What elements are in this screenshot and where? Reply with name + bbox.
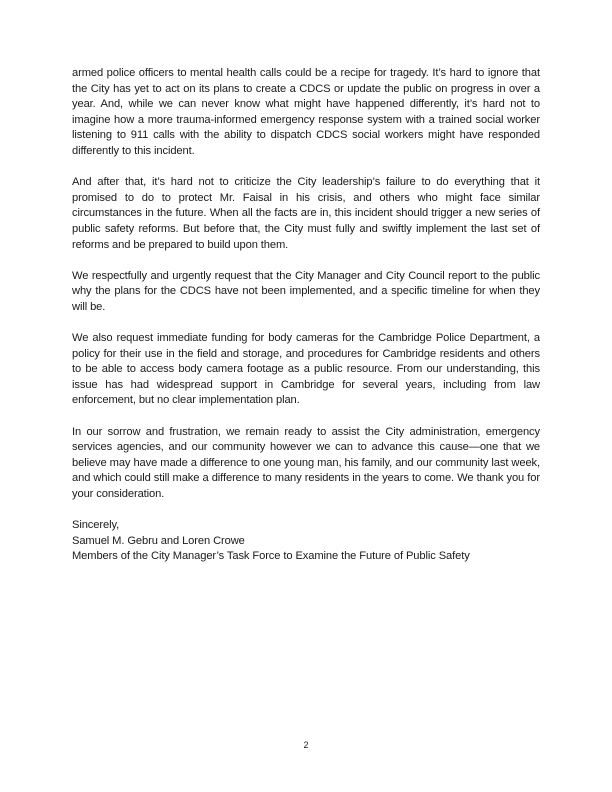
closing-salutation: Sincerely,	[72, 519, 120, 532]
paragraph-cdcs-delay: armed police officers to mental health calls could be a recipe for tragedy. It’s hard to ignore that the City has yet to act on its plans to create a CDCS or update the public on progress in over a year. And, while we can never know what might have happened differently, it’s hard not to imagine how a more trauma-informed emergency response system with a trained social worker listening to 911 calls with the ability to dispatch CDCS social workers might have responded differently to this incident.	[72, 67, 540, 157]
paragraph-report-request: We respectfully and urgently request that the City Manager and City Council report to the public why the plans for the CDCS have not been implemented, and a specific timeline for when they will be.	[72, 269, 540, 313]
signature-block	[72, 518, 540, 565]
paragraph-body-cameras: We also request immediate funding for body cameras for the Cambridge Police Department, a policy for their use in the field and storage, and procedures for Cambridge residents and others to be able to access body camera footage as a public resource. From our understanding, this issue has had widespread support in Cambridge for several years, including from law enforcement, but no clear implementation plan.	[72, 332, 540, 407]
signer-names: Samuel M. Gebru and Loren Crowe	[72, 534, 245, 547]
page-number: 2	[303, 740, 309, 750]
signer-title: Members of the City Manager’s Task Force to Examine the Future of Public Safety	[72, 550, 470, 563]
letter-body	[72, 66, 540, 565]
paragraph-closing-statement: In our sorrow and frustration, we remain ready to assist the City administration, emergency services agencies, and our community however we can to advance this cause—one that we believe may have made a difference to one young man, his family, and our community last week, and which could still make a difference to many residents in the years to come. We thank you for your consideration.	[72, 425, 540, 501]
paragraph-leadership-failure: And after that, it’s hard not to criticize the City leadership’s failure to do everything that it promised to do to protect Mr. Faisal in his crisis, and others who might face similar circumstances in the future. When all the facts are in, this incident should trigger a new series of public safety reforms. But before that, the City must fully and swiftly implement the last set of reforms and be prepared to build upon them.	[72, 176, 540, 251]
